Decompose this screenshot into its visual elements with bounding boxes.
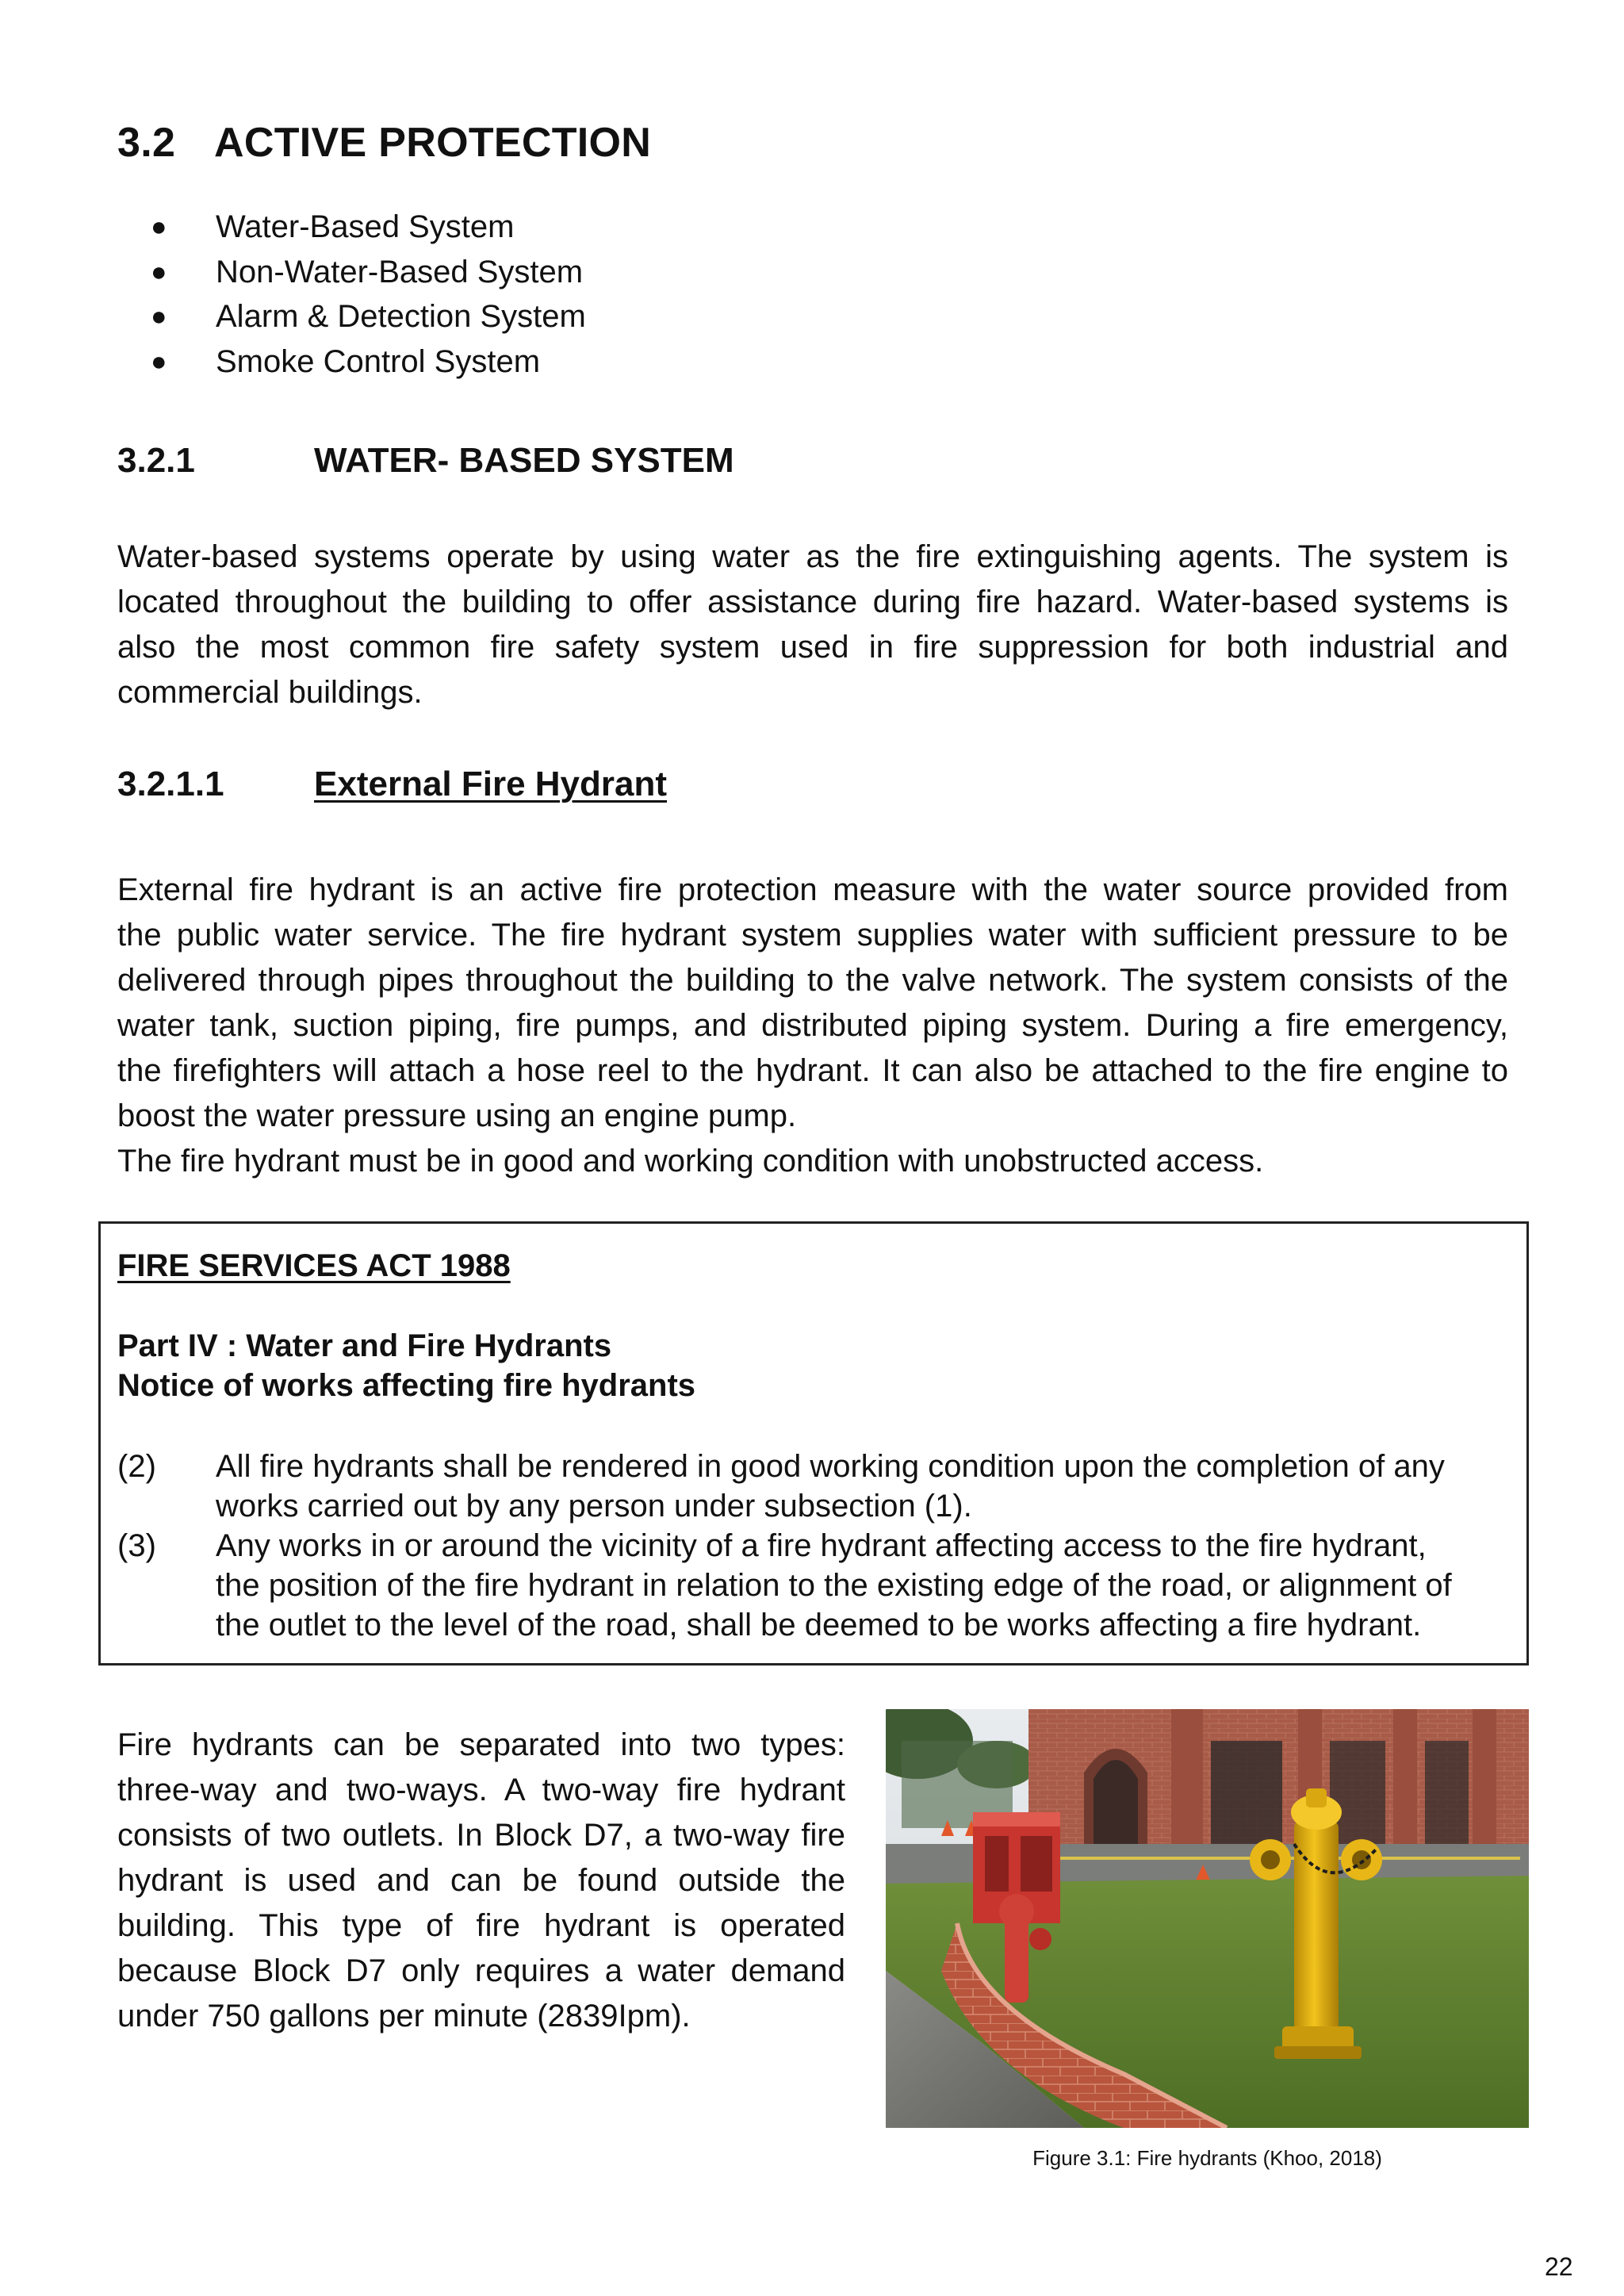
system-bullet-list xyxy=(117,205,586,384)
bullet-icon: ● xyxy=(151,301,167,332)
list-item xyxy=(117,294,586,339)
paragraph-line: because Block D7 only requires a water demand xyxy=(117,1953,845,1988)
clause-line: the position of the fire hydrant in relation to the existing edge of the road, or alignment of xyxy=(216,1568,1452,1603)
list-item xyxy=(117,250,586,295)
paragraph-line: hydrant is used and can be found outside the xyxy=(117,1863,845,1898)
water-based-paragraph xyxy=(117,535,1508,715)
subsubsection-number: 3.2.1.1 xyxy=(117,765,224,803)
act-title: FIRE SERVICES ACT 1988 xyxy=(117,1248,511,1283)
act-part-heading xyxy=(117,1326,695,1405)
act-notice: Notice of works affecting fire hydrants xyxy=(117,1368,696,1403)
paragraph-line: building. This type of fire hydrant is operated xyxy=(117,1908,845,1943)
paragraph-line: under 750 gallons per minute (2839Ipm). xyxy=(117,1999,691,2033)
list-item-text: Alarm & Detection System xyxy=(216,299,586,334)
paragraph-line: Water-based systems operate by using water as the fire extinguishing agents. The system is xyxy=(117,539,1508,574)
subsection-number: 3.2.1 xyxy=(117,441,195,480)
paragraph-line: boost the water pressure using an engine pump. xyxy=(117,1098,797,1133)
hydrant-types-paragraph xyxy=(117,1723,845,2039)
clause-line: Any works in or around the vicinity of a fire hydrant affecting access to the fire hydrant, xyxy=(216,1528,1427,1563)
paragraph-line: consists of two outlets. In Block D7, a two-way fire xyxy=(117,1818,845,1853)
paragraph-line: Fire hydrants can be separated into two types: xyxy=(117,1727,845,1762)
subsection-title: WATER- BASED SYSTEM xyxy=(314,441,734,480)
section-heading xyxy=(117,119,651,167)
clause-number: (2) xyxy=(117,1449,156,1484)
list-item-text: Non-Water-Based System xyxy=(216,254,584,289)
bullet-icon: ● xyxy=(151,346,167,377)
act-clause xyxy=(117,1447,1445,1526)
paragraph-line: delivered through pipes throughout the building to the valve network. The system consists of the xyxy=(117,963,1508,998)
bullet-icon: ● xyxy=(151,256,167,287)
subsubsection-title: External Fire Hydrant xyxy=(314,765,668,803)
list-item-text: Smoke Control System xyxy=(216,343,541,379)
subsubsection-heading xyxy=(117,765,667,804)
list-item-text: Water-Based System xyxy=(216,209,515,244)
section-number: 3.2 xyxy=(117,120,176,166)
clause-line: All fire hydrants shall be rendered in good working condition upon the completion of any xyxy=(216,1449,1445,1484)
paragraph-line: water tank, suction piping, fire pumps, and distributed piping system. During a fire emergency, xyxy=(117,1008,1508,1043)
hydrant-paragraph xyxy=(117,868,1508,1184)
paragraph-line: located throughout the building to offer assistance during fire hazard. Water-based systems is xyxy=(117,585,1508,619)
paragraph-line: the public water service. The fire hydrant system supplies water with sufficient pressure to be xyxy=(117,918,1508,953)
figure-caption: Figure 3.1: Fire hydrants (Khoo, 2018) xyxy=(1032,2146,1382,2170)
clause-number: (3) xyxy=(117,1528,156,1563)
paragraph-line: the firefighters will attach a hose reel to the hydrant. It can also be attached to the fire engine to xyxy=(117,1053,1508,1088)
subsection-heading xyxy=(117,441,734,481)
section-title: ACTIVE PROTECTION xyxy=(214,120,652,166)
paragraph-line: also the most common fire safety system used in fire suppression for both industrial and xyxy=(117,630,1508,665)
paragraph-closing-line: The fire hydrant must be in good and working condition with unobstructed access. xyxy=(117,1144,1264,1179)
paragraph-line: three-way and two-ways. A two-way fire hydrant xyxy=(117,1773,845,1807)
fire-hydrant-photo xyxy=(886,1709,1529,2128)
list-item xyxy=(117,339,586,385)
bullet-icon: ● xyxy=(151,212,167,242)
list-item xyxy=(117,205,586,250)
act-clause xyxy=(117,1526,1452,1645)
clause-line: works carried out by any person under subsection (1). xyxy=(216,1489,972,1524)
paragraph-line: External fire hydrant is an active fire protection measure with the water source provided from xyxy=(117,872,1508,907)
paragraph-line: commercial buildings. xyxy=(117,675,423,710)
clause-line: the outlet to the level of the road, shall be deemed to be works affecting a fire hydrant. xyxy=(216,1608,1422,1642)
page-number: 22 xyxy=(1545,2252,1573,2281)
act-part: Part IV : Water and Fire Hydrants xyxy=(117,1328,612,1363)
